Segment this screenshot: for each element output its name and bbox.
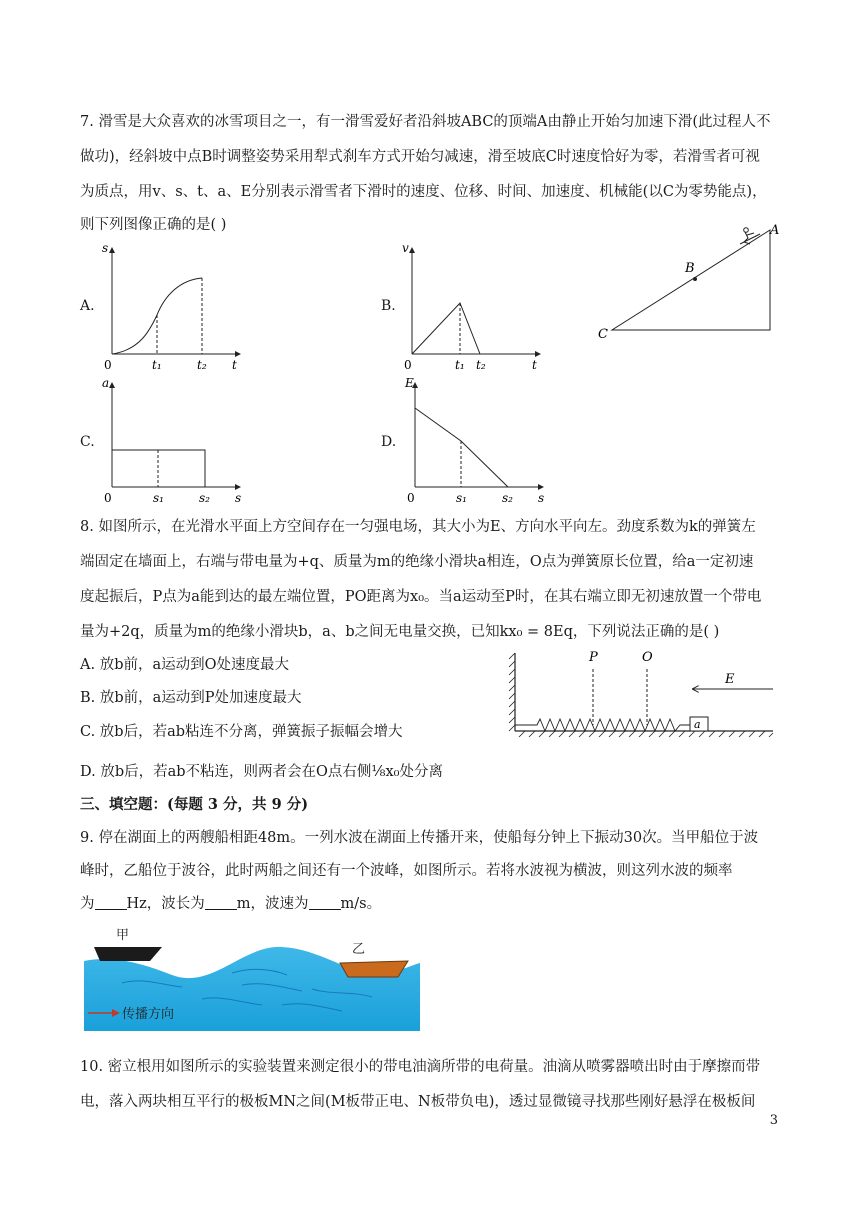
spring-figure xyxy=(505,645,780,745)
q9-line-1: 9. 停在湖面上的两艘船相距48m。一列水波在湖面上传播开来，使船每分钟上下振动30次。当甲船位于波 xyxy=(80,830,759,846)
graph-d-origin: 0 xyxy=(407,491,415,505)
graph-a-x-label: t xyxy=(232,358,237,372)
field-e-label: E xyxy=(725,672,735,687)
q9-line-3 xyxy=(80,894,381,914)
q7-line-3: 为质点，用v、s、t、a、E分别表示滑雪者下滑时的速度、位移、时间、加速度、机械能(以C为零势能点)， xyxy=(80,184,767,200)
graph-b-v-t xyxy=(400,240,550,375)
section-fill-in-heading: 三、填空题：(每题 3 分，共 9 分) xyxy=(80,796,309,813)
answer-blank-wavelength[interactable] xyxy=(205,895,237,910)
graph-b-t2: t₂ xyxy=(476,358,486,372)
slope-label-b: B xyxy=(685,261,695,276)
q7-option-a-label: A. xyxy=(80,298,95,314)
q8-line-3: 度起振后，P点为a能到达的最左端位置，PO距离为x₀。当a运动至P时，在其右端立即无初速放置一个带电 xyxy=(80,589,762,605)
answer-blank-speed[interactable] xyxy=(309,895,341,910)
graph-a-t2: t₂ xyxy=(197,358,207,372)
point-p-label: P xyxy=(589,650,598,665)
water-wave-figure xyxy=(82,925,422,1035)
graph-c-y-label: a xyxy=(102,376,110,390)
q7-line-2: 做功)，经斜坡中点B时调整姿势采用犁式刹车方式开始匀减速，滑至坡底C时速度恰好为零，若滑雪者可视 xyxy=(80,149,760,165)
page-number: 3 xyxy=(769,1113,778,1128)
graph-b-origin: 0 xyxy=(404,358,412,372)
q7-option-b-label: B. xyxy=(381,298,396,314)
graph-c-origin: 0 xyxy=(104,491,112,505)
graph-c-s1: s₁ xyxy=(153,491,164,505)
graph-b-y-label: v xyxy=(402,241,409,255)
point-o-label: O xyxy=(642,650,653,665)
boat-yi-label: 乙 xyxy=(352,942,366,957)
q8-option-c: C. 放b后，若ab粘连不分离，弹簧振子振幅会增大 xyxy=(80,724,403,740)
skier-icon xyxy=(740,228,760,244)
q7-line-1: 7. 滑雪是大众喜欢的冰雪项目之一，有一滑雪爱好者沿斜坡ABC的顶端A由静止开始匀加速下滑(此过程人不 xyxy=(80,114,771,130)
q9-text-2: Hz，波长为 xyxy=(126,896,205,912)
q8-option-d: D. 放b后，若ab不粘连，则两者会在O点右侧⅛x₀处分离 xyxy=(80,764,443,780)
q8-option-a: A. 放b前，a运动到O处速度最大 xyxy=(80,657,290,673)
q8-line-4: 量为+2q，质量为m的绝缘小滑块b，a、b之间无电量交换，已知kx₀ = 8Eq，下列说法正确的是( ) xyxy=(80,624,720,640)
graph-a-origin: 0 xyxy=(104,358,112,372)
graph-c-x-label: s xyxy=(235,491,242,505)
q10-line-1: 10. 密立根用如图所示的实验装置来测定很小的带电油滴所带的电荷量。油滴从喷雾器喷出时由于摩擦而带 xyxy=(80,1059,761,1075)
q8-line-1: 8. 如图所示，在光滑水平面上方空间存在一匀强电场，其大小为E、方向水平向左。劲度系数为k的弹簧左 xyxy=(80,519,756,535)
slope-label-a: A xyxy=(770,223,780,238)
q10-line-2: 电，落入两块相互平行的极板MN之间(M板带正电、N板带负电)，透过显微镜寻找那些刚好悬浮在极板间 xyxy=(80,1094,756,1110)
graph-a-y-label: s xyxy=(102,241,109,255)
q8-option-b: B. 放b前，a运动到P处加速度最大 xyxy=(80,690,302,706)
q9-text-4: m/s。 xyxy=(340,896,382,912)
q7-option-c-label: C. xyxy=(80,434,95,450)
graph-d-y-label: E xyxy=(405,376,414,390)
q7-option-d-label: D. xyxy=(381,434,397,450)
graph-b-t1: t₁ xyxy=(455,358,465,372)
slope-label-c: C xyxy=(598,327,608,342)
graph-c-a-s xyxy=(100,375,250,510)
answer-blank-frequency[interactable] xyxy=(95,895,127,910)
propagation-direction-label: 传播方向 xyxy=(122,1007,175,1022)
q9-text-3: m，波速为 xyxy=(236,896,309,912)
graph-d-s1: s₁ xyxy=(456,491,467,505)
block-a-label: a xyxy=(694,718,701,731)
graph-d-e-s xyxy=(403,375,553,510)
graph-c-s2: s₂ xyxy=(199,491,210,505)
graph-a-t1: t₁ xyxy=(152,358,162,372)
slope-figure xyxy=(590,218,790,343)
q9-text-1: 为 xyxy=(80,896,95,912)
graph-d-s2: s₂ xyxy=(502,491,513,505)
boat-jia-label: 甲 xyxy=(116,928,130,943)
q7-line-4: 则下列图像正确的是( ) xyxy=(80,217,227,233)
q8-line-2: 端固定在墙面上，右端与带电量为+q、质量为m的绝缘小滑块a相连，O点为弹簧原长位置，给a一定初速 xyxy=(80,554,754,570)
q9-line-2: 峰时，乙船位于波谷，此时两船之间还有一个波峰，如图所示。若将水波视为横波，则这列水波的频率 xyxy=(80,863,733,879)
graph-b-x-label: t xyxy=(532,358,537,372)
graph-d-x-label: s xyxy=(538,491,545,505)
graph-a-s-t xyxy=(100,240,250,375)
